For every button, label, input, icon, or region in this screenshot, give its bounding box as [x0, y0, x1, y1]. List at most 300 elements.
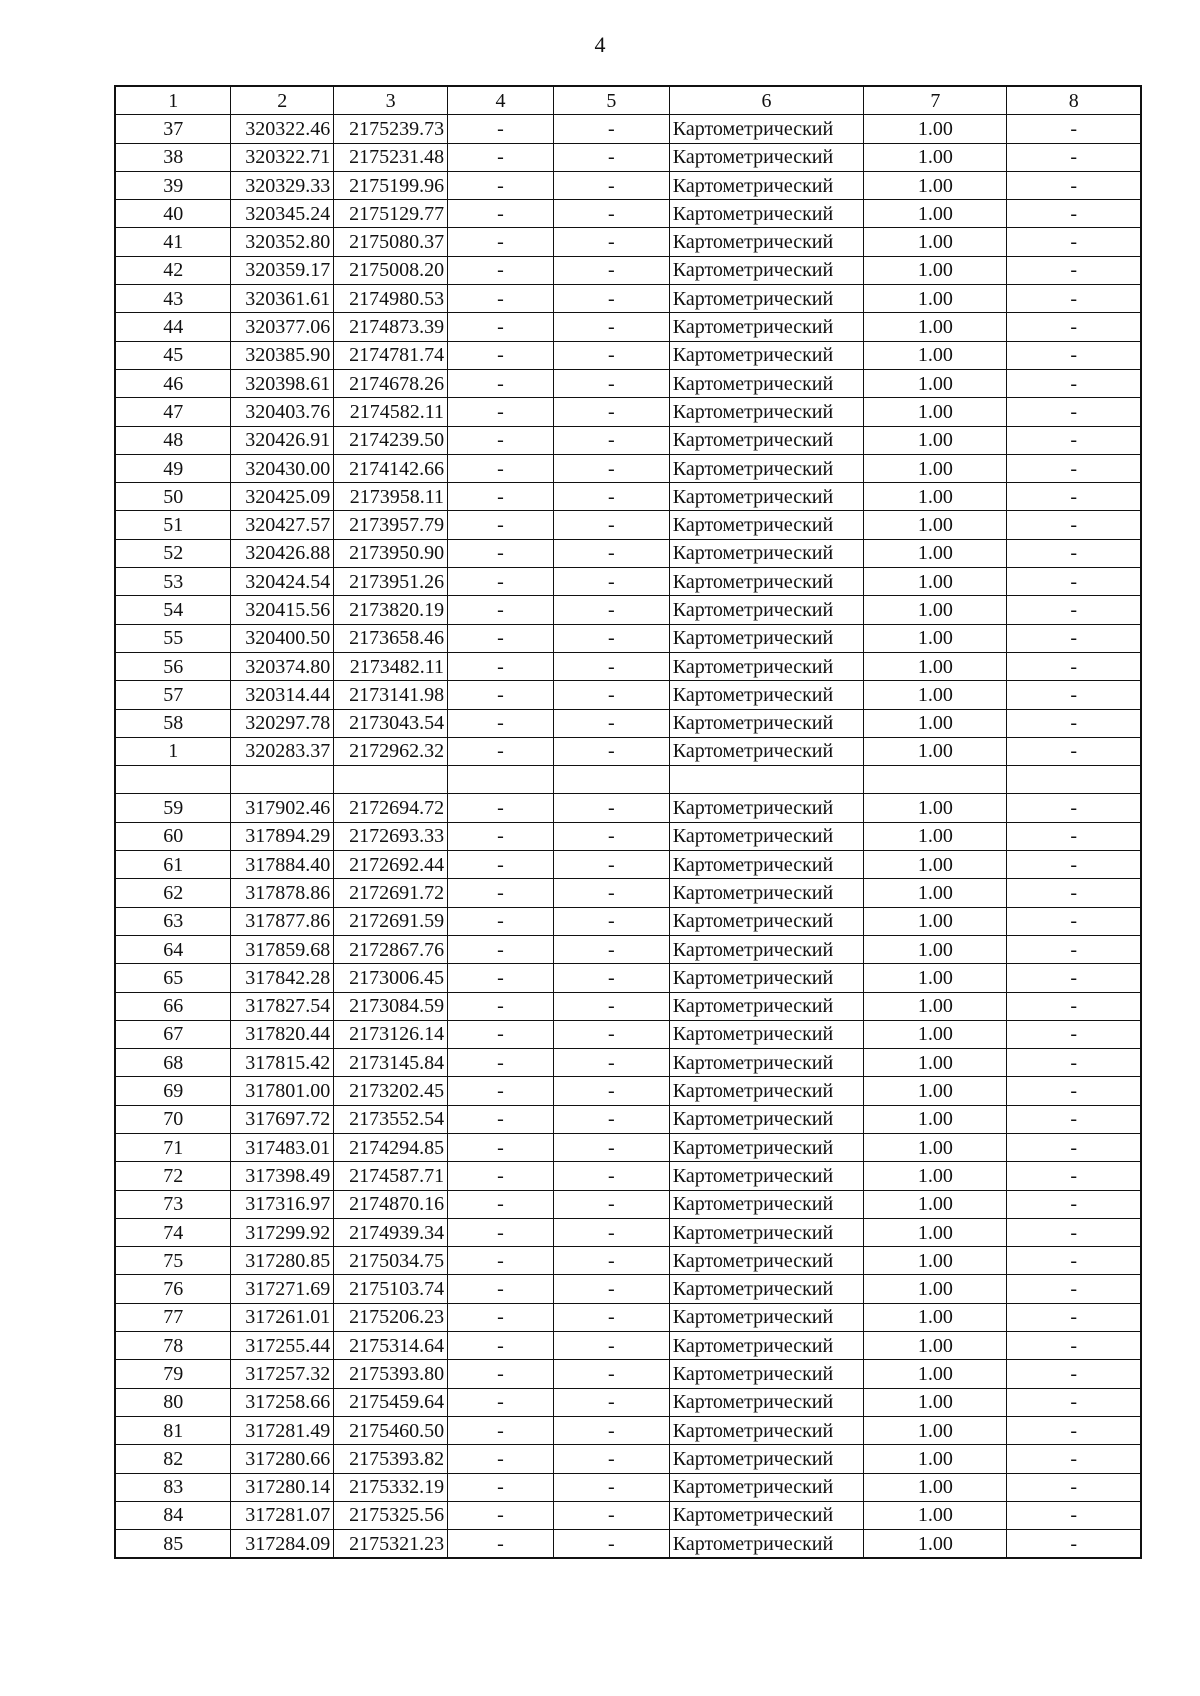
cell-point-number: 57 — [115, 681, 231, 709]
cell-5: - — [553, 1332, 669, 1360]
cell-method: Картометрический — [669, 1416, 864, 1444]
cell-accuracy: 1.00 — [864, 1275, 1007, 1303]
cell-y — [334, 766, 448, 794]
table-row — [115, 256, 1141, 284]
cell-4: - — [448, 1133, 554, 1161]
cell-8: - — [1007, 1360, 1141, 1388]
cell-4: - — [448, 1077, 554, 1105]
cell-x: 317280.14 — [231, 1473, 334, 1501]
cell-method: Картометрический — [669, 369, 864, 397]
table-row — [115, 1501, 1141, 1529]
cell-accuracy: 1.00 — [864, 398, 1007, 426]
cell-point-number: 53 — [115, 568, 231, 596]
cell-8: - — [1007, 822, 1141, 850]
cell-5: - — [553, 369, 669, 397]
cell-method: Картометрический — [669, 879, 864, 907]
cell-x: 317271.69 — [231, 1275, 334, 1303]
cell-method: Картометрический — [669, 171, 864, 199]
cell-y: 2175321.23 — [334, 1530, 448, 1559]
cell-8: - — [1007, 681, 1141, 709]
table-row — [115, 1416, 1141, 1444]
cell-8: - — [1007, 1416, 1141, 1444]
cell-8: - — [1007, 851, 1141, 879]
cell-point-number: 71 — [115, 1133, 231, 1161]
cell-method: Картометрический — [669, 1275, 864, 1303]
cell-method: Картометрический — [669, 454, 864, 482]
cell-method: Картометрический — [669, 1360, 864, 1388]
cell-8: - — [1007, 398, 1141, 426]
cell-accuracy: 1.00 — [864, 228, 1007, 256]
cell-accuracy: 1.00 — [864, 1530, 1007, 1559]
cell-accuracy: 1.00 — [864, 539, 1007, 567]
cell-x: 317878.86 — [231, 879, 334, 907]
cell-4: - — [448, 313, 554, 341]
table-row — [115, 398, 1141, 426]
cell-accuracy: 1.00 — [864, 1416, 1007, 1444]
cell-4: - — [448, 341, 554, 369]
cell-4: - — [448, 1049, 554, 1077]
cell-4: - — [448, 1388, 554, 1416]
cell-point-number: 42 — [115, 256, 231, 284]
table-row — [115, 1247, 1141, 1275]
cell-4: - — [448, 1501, 554, 1529]
cell-x: 320424.54 — [231, 568, 334, 596]
cell-5: - — [553, 992, 669, 1020]
table-row — [115, 143, 1141, 171]
cell-method: Картометрический — [669, 483, 864, 511]
cell-4 — [448, 766, 554, 794]
cell-x: 317820.44 — [231, 1020, 334, 1048]
cell-y: 2173951.26 — [334, 568, 448, 596]
cell-method: Картометрический — [669, 652, 864, 680]
cell-5: - — [553, 879, 669, 907]
table-row — [115, 596, 1141, 624]
cell-x: 317280.85 — [231, 1247, 334, 1275]
cell-accuracy: 1.00 — [864, 1190, 1007, 1218]
cell-y: 2175393.80 — [334, 1360, 448, 1388]
cell-4: - — [448, 1416, 554, 1444]
cell-5: - — [553, 511, 669, 539]
cell-y: 2175314.64 — [334, 1332, 448, 1360]
cell-y: 2173658.46 — [334, 624, 448, 652]
cell-point-number: 67 — [115, 1020, 231, 1048]
cell-point-number: 72 — [115, 1162, 231, 1190]
cell-method: Картометрический — [669, 1020, 864, 1048]
cell-y: 2172691.59 — [334, 907, 448, 935]
cell-5: - — [553, 341, 669, 369]
cell-y: 2175034.75 — [334, 1247, 448, 1275]
cell-5: - — [553, 171, 669, 199]
cell-5: - — [553, 681, 669, 709]
cell-method: Картометрический — [669, 1049, 864, 1077]
cell-y: 2175199.96 — [334, 171, 448, 199]
cell-8: - — [1007, 1077, 1141, 1105]
cell-accuracy: 1.00 — [864, 935, 1007, 963]
table-row — [115, 568, 1141, 596]
table-row — [115, 851, 1141, 879]
cell-x: 317281.07 — [231, 1501, 334, 1529]
cell-x: 320403.76 — [231, 398, 334, 426]
cell-point-number: 82 — [115, 1445, 231, 1473]
cell-8: - — [1007, 285, 1141, 313]
cell-y: 2174678.26 — [334, 369, 448, 397]
cell-x: 317697.72 — [231, 1105, 334, 1133]
cell-accuracy: 1.00 — [864, 1218, 1007, 1246]
cell-8: - — [1007, 1218, 1141, 1246]
cell-8: - — [1007, 200, 1141, 228]
cell-5: - — [553, 964, 669, 992]
cell-5: - — [553, 568, 669, 596]
coordinates-table — [114, 85, 1142, 1559]
cell-point-number: 55 — [115, 624, 231, 652]
table-row — [115, 1473, 1141, 1501]
cell-8: - — [1007, 737, 1141, 765]
table-row — [115, 1162, 1141, 1190]
cell-accuracy: 1.00 — [864, 568, 1007, 596]
cell-y: 2174582.11 — [334, 398, 448, 426]
cell-y: 2173552.54 — [334, 1105, 448, 1133]
cell-4: - — [448, 879, 554, 907]
cell-x: 317255.44 — [231, 1332, 334, 1360]
table-row — [115, 1332, 1141, 1360]
cell-5: - — [553, 1218, 669, 1246]
cell-y: 2172692.44 — [334, 851, 448, 879]
cell-accuracy: 1.00 — [864, 822, 1007, 850]
cell-8: - — [1007, 313, 1141, 341]
cell-method: Картометрический — [669, 256, 864, 284]
cell-8: - — [1007, 1049, 1141, 1077]
cell-accuracy: 1.00 — [864, 907, 1007, 935]
cell-accuracy: 1.00 — [864, 511, 1007, 539]
cell-5: - — [553, 285, 669, 313]
cell-point-number: 52 — [115, 539, 231, 567]
cell-y: 2174587.71 — [334, 1162, 448, 1190]
cell-4: - — [448, 1105, 554, 1133]
cell-method: Картометрический — [669, 1530, 864, 1559]
cell-y: 2175206.23 — [334, 1303, 448, 1331]
cell-4: - — [448, 737, 554, 765]
cell-point-number: 62 — [115, 879, 231, 907]
cell-x: 320430.00 — [231, 454, 334, 482]
cell-method: Картометрический — [669, 228, 864, 256]
cell-8: - — [1007, 1303, 1141, 1331]
cell-method: Картометрический — [669, 568, 864, 596]
cell-x: 317884.40 — [231, 851, 334, 879]
cell-accuracy: 1.00 — [864, 1049, 1007, 1077]
cell-8: - — [1007, 1133, 1141, 1161]
cell-accuracy: 1.00 — [864, 1105, 1007, 1133]
cell-accuracy: 1.00 — [864, 256, 1007, 284]
cell-point-number: 54 — [115, 596, 231, 624]
table-row — [115, 313, 1141, 341]
cell-4: - — [448, 285, 554, 313]
cell-5: - — [553, 1020, 669, 1048]
cell-method: Картометрический — [669, 313, 864, 341]
table-row — [115, 1020, 1141, 1048]
cell-y: 2174239.50 — [334, 426, 448, 454]
cell-accuracy: 1.00 — [864, 1162, 1007, 1190]
cell-accuracy: 1.00 — [864, 596, 1007, 624]
cell-5: - — [553, 143, 669, 171]
cell-4: - — [448, 539, 554, 567]
cell-y: 2173084.59 — [334, 992, 448, 1020]
page-number: 4 — [594, 32, 606, 57]
cell-8: - — [1007, 935, 1141, 963]
cell-x: 320426.88 — [231, 539, 334, 567]
cell-method: Картометрический — [669, 907, 864, 935]
cell-y: 2173950.90 — [334, 539, 448, 567]
cell-method: Картометрический — [669, 935, 864, 963]
table-row — [115, 766, 1141, 794]
table-row — [115, 1190, 1141, 1218]
cell-x: 320322.71 — [231, 143, 334, 171]
table-row — [115, 369, 1141, 397]
cell-point-number: 45 — [115, 341, 231, 369]
cell-point-number: 60 — [115, 822, 231, 850]
cell-y: 2173043.54 — [334, 709, 448, 737]
cell-x: 317815.42 — [231, 1049, 334, 1077]
table-row — [115, 200, 1141, 228]
table-row — [115, 285, 1141, 313]
table-row — [115, 935, 1141, 963]
cell-accuracy: 1.00 — [864, 143, 1007, 171]
cell-accuracy: 1.00 — [864, 879, 1007, 907]
cell-y: 2175332.19 — [334, 1473, 448, 1501]
cell-4: - — [448, 171, 554, 199]
table-row — [115, 907, 1141, 935]
cell-method: Картометрический — [669, 1133, 864, 1161]
cell-accuracy: 1.00 — [864, 652, 1007, 680]
cell-method: Картометрический — [669, 398, 864, 426]
table-row — [115, 1275, 1141, 1303]
cell-8: - — [1007, 964, 1141, 992]
cell-x: 320427.57 — [231, 511, 334, 539]
cell-accuracy: 1.00 — [864, 681, 1007, 709]
cell-method: Картометрический — [669, 624, 864, 652]
cell-8: - — [1007, 1247, 1141, 1275]
cell-x: 320400.50 — [231, 624, 334, 652]
cell-5: - — [553, 1473, 669, 1501]
cell-accuracy: 1.00 — [864, 1303, 1007, 1331]
cell-4: - — [448, 1247, 554, 1275]
cell-8: - — [1007, 369, 1141, 397]
cell-x: 317261.01 — [231, 1303, 334, 1331]
cell-point-number: 46 — [115, 369, 231, 397]
cell-8: - — [1007, 596, 1141, 624]
table-row — [115, 511, 1141, 539]
cell-4: - — [448, 822, 554, 850]
table-row — [115, 341, 1141, 369]
cell-y: 2173141.98 — [334, 681, 448, 709]
cell-method: Картометрический — [669, 1388, 864, 1416]
cell-4: - — [448, 596, 554, 624]
cell-method: Картометрический — [669, 1105, 864, 1133]
cell-5: - — [553, 709, 669, 737]
cell-8: - — [1007, 1190, 1141, 1218]
cell-8: - — [1007, 1275, 1141, 1303]
cell-5: - — [553, 1501, 669, 1529]
cell-5: - — [553, 1162, 669, 1190]
cell-point-number — [115, 766, 231, 794]
cell-4: - — [448, 143, 554, 171]
cell-accuracy: 1.00 — [864, 1020, 1007, 1048]
cell-4: - — [448, 369, 554, 397]
cell-accuracy: 1.00 — [864, 1445, 1007, 1473]
table-row — [115, 483, 1141, 511]
cell-5: - — [553, 1360, 669, 1388]
cell-8: - — [1007, 171, 1141, 199]
cell-method: Картометрический — [669, 143, 864, 171]
cell-accuracy: 1.00 — [864, 1247, 1007, 1275]
header-cell-point-number: 1 — [115, 86, 231, 115]
table-row — [115, 992, 1141, 1020]
cell-8: - — [1007, 568, 1141, 596]
cell-8: - — [1007, 341, 1141, 369]
cell-x: 320352.80 — [231, 228, 334, 256]
cell-x: 317902.46 — [231, 794, 334, 822]
cell-5: - — [553, 624, 669, 652]
cell-y: 2175080.37 — [334, 228, 448, 256]
cell-4: - — [448, 200, 554, 228]
cell-accuracy: 1.00 — [864, 624, 1007, 652]
cell-accuracy: 1.00 — [864, 1388, 1007, 1416]
cell-y: 2174781.74 — [334, 341, 448, 369]
cell-4: - — [448, 426, 554, 454]
cell-point-number: 47 — [115, 398, 231, 426]
cell-point-number: 68 — [115, 1049, 231, 1077]
cell-method: Картометрический — [669, 992, 864, 1020]
cell-point-number: 40 — [115, 200, 231, 228]
cell-point-number: 74 — [115, 1218, 231, 1246]
cell-y: 2172962.32 — [334, 737, 448, 765]
cell-x: 320398.61 — [231, 369, 334, 397]
cell-point-number: 41 — [115, 228, 231, 256]
cell-y: 2172867.76 — [334, 935, 448, 963]
cell-8: - — [1007, 1020, 1141, 1048]
cell-point-number: 75 — [115, 1247, 231, 1275]
table-row — [115, 1445, 1141, 1473]
cell-8: - — [1007, 1473, 1141, 1501]
cell-y: 2172691.72 — [334, 879, 448, 907]
cell-5: - — [553, 596, 669, 624]
cell-x: 320374.80 — [231, 652, 334, 680]
cell-method: Картометрический — [669, 1247, 864, 1275]
cell-accuracy: 1.00 — [864, 1133, 1007, 1161]
cell-method: Картометрический — [669, 1445, 864, 1473]
table-header-row — [115, 86, 1141, 115]
table-row — [115, 426, 1141, 454]
cell-accuracy: 1.00 — [864, 483, 1007, 511]
table-row — [115, 1049, 1141, 1077]
cell-8: - — [1007, 907, 1141, 935]
cell-accuracy: 1.00 — [864, 1473, 1007, 1501]
cell-4: - — [448, 1020, 554, 1048]
cell-y: 2175239.73 — [334, 115, 448, 143]
cell-point-number: 61 — [115, 851, 231, 879]
cell-5: - — [553, 1388, 669, 1416]
header-cell-method: 6 — [669, 86, 864, 115]
cell-y: 2174294.85 — [334, 1133, 448, 1161]
cell-y: 2174980.53 — [334, 285, 448, 313]
cell-method: Картометрический — [669, 1190, 864, 1218]
cell-8: - — [1007, 511, 1141, 539]
cell-accuracy: 1.00 — [864, 851, 1007, 879]
cell-5: - — [553, 794, 669, 822]
cell-5: - — [553, 426, 669, 454]
cell-accuracy: 1.00 — [864, 709, 1007, 737]
cell-4: - — [448, 652, 554, 680]
cell-method: Картометрический — [669, 341, 864, 369]
cell-y: 2174142.66 — [334, 454, 448, 482]
cell-accuracy: 1.00 — [864, 794, 1007, 822]
cell-x: 317257.32 — [231, 1360, 334, 1388]
cell-4: - — [448, 624, 554, 652]
cell-4: - — [448, 115, 554, 143]
cell-8: - — [1007, 1530, 1141, 1559]
cell-x: 320385.90 — [231, 341, 334, 369]
cell-method: Картометрический — [669, 681, 864, 709]
cell-method: Картометрический — [669, 737, 864, 765]
cell-accuracy: 1.00 — [864, 737, 1007, 765]
table-row — [115, 964, 1141, 992]
cell-x: 320297.78 — [231, 709, 334, 737]
cell-point-number: 66 — [115, 992, 231, 1020]
table-row — [115, 652, 1141, 680]
cell-x: 320283.37 — [231, 737, 334, 765]
cell-4: - — [448, 511, 554, 539]
table-row — [115, 879, 1141, 907]
cell-8: - — [1007, 143, 1141, 171]
cell-5: - — [553, 1190, 669, 1218]
cell-4: - — [448, 1473, 554, 1501]
cell-method: Картометрический — [669, 511, 864, 539]
cell-x: 320314.44 — [231, 681, 334, 709]
cell-8: - — [1007, 652, 1141, 680]
cell-x: 317258.66 — [231, 1388, 334, 1416]
cell-y: 2175008.20 — [334, 256, 448, 284]
table-row — [115, 171, 1141, 199]
cell-5: - — [553, 539, 669, 567]
cell-method: Картометрический — [669, 285, 864, 313]
cell-4: - — [448, 398, 554, 426]
cell-5: - — [553, 256, 669, 284]
cell-4: - — [448, 851, 554, 879]
cell-5: - — [553, 822, 669, 850]
cell-5: - — [553, 1303, 669, 1331]
cell-method: Картометрический — [669, 851, 864, 879]
cell-4: - — [448, 964, 554, 992]
cell-8: - — [1007, 426, 1141, 454]
cell-x: 320426.91 — [231, 426, 334, 454]
cell-y: 2175103.74 — [334, 1275, 448, 1303]
cell-y: 2173958.11 — [334, 483, 448, 511]
cell-accuracy: 1.00 — [864, 200, 1007, 228]
cell-8: - — [1007, 1445, 1141, 1473]
header-cell-4: 4 — [448, 86, 554, 115]
cell-accuracy — [864, 766, 1007, 794]
cell-5: - — [553, 737, 669, 765]
cell-y: 2173957.79 — [334, 511, 448, 539]
cell-method: Картометрический — [669, 1303, 864, 1331]
cell-x: 320345.24 — [231, 200, 334, 228]
cell-x: 317281.49 — [231, 1416, 334, 1444]
cell-point-number: 56 — [115, 652, 231, 680]
cell-method: Картометрический — [669, 1332, 864, 1360]
cell-point-number: 85 — [115, 1530, 231, 1559]
cell-accuracy: 1.00 — [864, 964, 1007, 992]
table-row — [115, 1218, 1141, 1246]
cell-accuracy: 1.00 — [864, 454, 1007, 482]
